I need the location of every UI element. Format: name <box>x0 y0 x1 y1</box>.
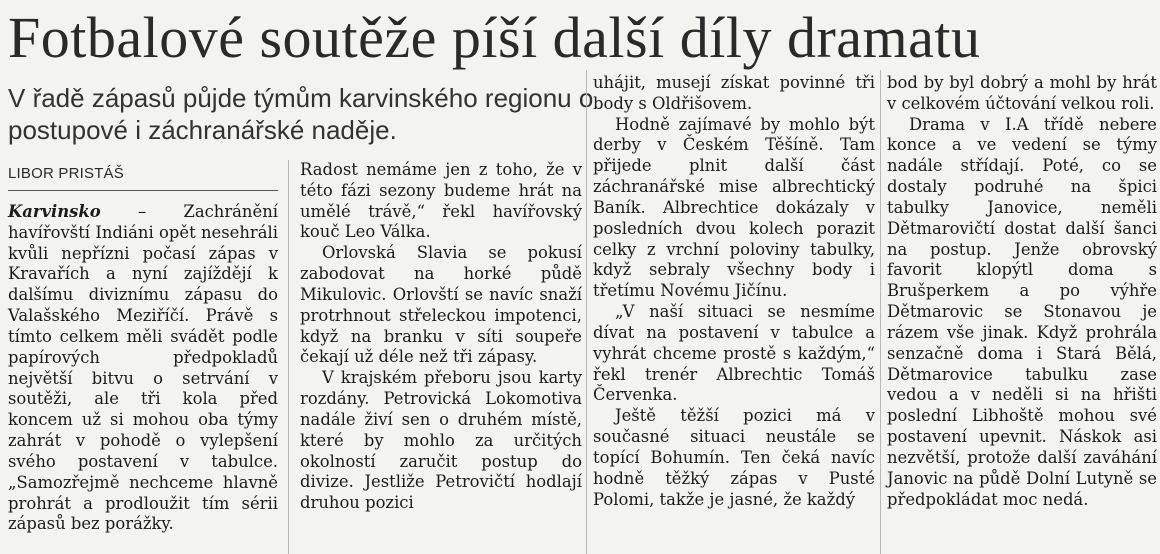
paragraph: V krajském přeboru jsou karty rozdány. Petrovická Lokomotiva nadále živí sen o druhém místě, které by mohlo za určitých okolností zaručit postup do divize. Jestliže Petrovičtí hodlají druhou pozici <box>300 368 582 513</box>
paragraph: „V naší situaci se nesmíme dívat na postavení v tabulce a vyhrát chceme prostě s každým,“ řekl trenér Albrechtic Tomáš Červenka. <box>593 302 875 405</box>
paragraph: Radost nemáme jen z toho, že v této fázi sezony budeme hrát na umělé trávě,“ řekl havířovský kouč Leo Válka. <box>300 160 582 242</box>
paragraph: Orlovská Slavia se pokusí zabodovat na horké půdě Mikulovic. Orlovští se navíc snaží protrhnout střeleckou impotenci, když na branku v síti soupeře čekají už déle než tři zápasy. <box>300 243 582 367</box>
paragraph: uhájit, musejí získat povinné tři body s Oldřišovem. <box>593 73 875 113</box>
lead-place: Karvinsko <box>8 202 101 221</box>
article-column-1 <box>8 202 278 535</box>
column-divider <box>880 70 881 554</box>
paragraph: Ještě těžší pozici má v současné situaci neustále se topící Bohumín. Ten čeká navíc hodně těžký zápas v Pusté Polomi, takže je jasné, že každý <box>593 406 875 509</box>
paragraph: Hodně zajímavé by mohlo být derby v Českém Těšíně. Tam přijede plnit další část záchranářské mise albrechtický Baník. Albrechtice dokázaly v posledních dvou kolech porazit celky z vrchní poloviny tabulky, když sebraly všechny body i třetímu Novému Jičínu. <box>593 114 875 301</box>
article-column-2 <box>300 160 582 514</box>
paragraph-text: – Zachránění havířovští Indiáni opět nesehráli kvůli nepřízni počasí zápas v Kravařích a nyní zajíždějí k dalšímu diviznímu zápasu do Valašského Meziříčí. Právě s tímto celkem měli svádět podle papírových předpokladů největší bitvu o setrvání v soutěži, ale tři kola před koncem už si mohou oba týmy zahrát v pohodě o vylepšení svého postavení v tabulce. „Samozřejmě nechceme hlavně prohrát a prodloužit tím sérii zápasů bez porážky. <box>8 202 278 534</box>
byline-rule <box>8 190 278 191</box>
paragraph: bod by byl dobrý a mohl by hrát v celkovém účtování velkou roli. <box>887 73 1157 113</box>
article-column-4 <box>887 73 1157 510</box>
subheadline: V řadě zápasů půjde týmům karvinského regionu o postupové i záchranářské naděje. <box>8 83 594 145</box>
headline: Fotbalové soutěže píší další díly dramatu <box>8 5 981 70</box>
column-divider <box>288 160 289 554</box>
article-column-3 <box>593 73 875 510</box>
column-divider <box>586 70 587 554</box>
paragraph: Drama v I.A třídě nebere konce a ve vedení se týmy nadále střídají. Poté, co se dostaly podruhé na špici tabulky Janovice, neměli Dětmarovičtí dostat další šanci na postup. Jenže obrovský favorit klopýtl doma s Brušperkem a po výhře Dětmarovic se Stonavou je rázem vše jinak. Když prohrála senzačně doma i Stará Bělá, Dětmarovice tabulku zase vedou a v neděli si na hřišti poslední Libhoště mohou své postavení upevnit. Náskok asi nezvětší, protože další zaváhání Janovic na půdě Dolní Lutyně se předpokládat moc nedá. <box>887 114 1157 509</box>
paragraph <box>8 202 278 535</box>
byline: LIBOR PRISTÁŠ <box>8 165 124 182</box>
